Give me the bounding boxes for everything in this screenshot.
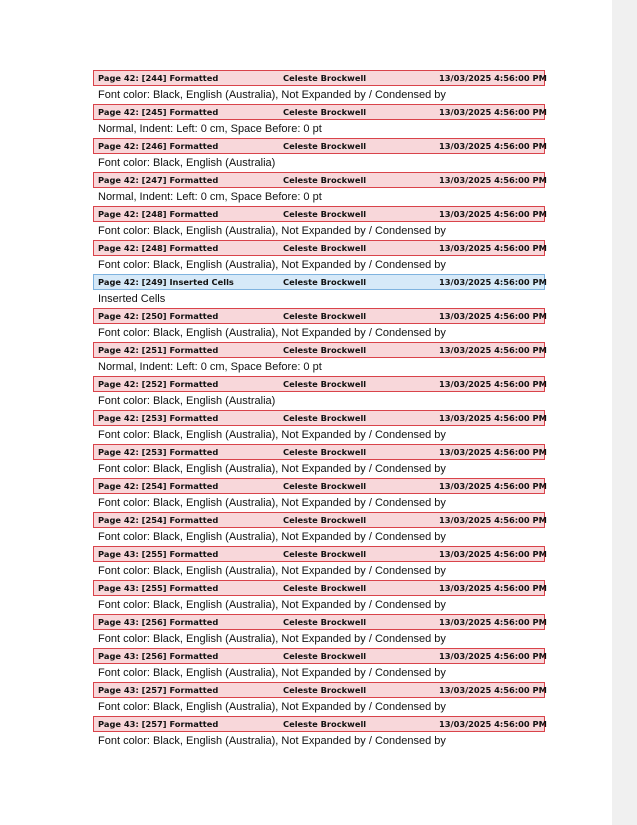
change-author: Celeste Brockwell [283, 311, 367, 321]
change-author: Celeste Brockwell [283, 209, 367, 219]
change-description: Font color: Black, English (Australia), Not Expanded by / Condensed by [98, 225, 446, 237]
change-entry [93, 682, 545, 716]
change-author: Celeste Brockwell [283, 549, 367, 559]
change-description: Font color: Black, English (Australia), Not Expanded by / Condensed by [98, 633, 446, 645]
change-location: Page 42: [251] Formatted [98, 345, 219, 355]
change-location: Page 42: [245] Formatted [98, 107, 219, 117]
change-header[interactable] [93, 308, 545, 324]
change-author: Celeste Brockwell [283, 447, 367, 457]
change-header[interactable] [93, 274, 545, 290]
change-location: Page 42: [244] Formatted [98, 73, 219, 83]
change-entry [93, 648, 545, 682]
change-author: Celeste Brockwell [283, 515, 367, 525]
change-entry [93, 716, 545, 750]
change-description: Font color: Black, English (Australia) [98, 157, 276, 169]
change-entry [93, 342, 545, 376]
change-header[interactable] [93, 648, 545, 664]
change-date: 13/03/2025 4:56:00 PM [439, 515, 547, 525]
change-author: Celeste Brockwell [283, 73, 367, 83]
change-header[interactable] [93, 580, 545, 596]
change-description: Font color: Black, English (Australia), Not Expanded by / Condensed by [98, 531, 446, 543]
change-description: Font color: Black, English (Australia), Not Expanded by / Condensed by [98, 565, 446, 577]
change-location: Page 43: [257] Formatted [98, 719, 219, 729]
change-location: Page 42: [253] Formatted [98, 447, 219, 457]
change-date: 13/03/2025 4:56:00 PM [439, 277, 547, 287]
tracked-changes-list [93, 70, 545, 750]
change-date: 13/03/2025 4:56:00 PM [439, 651, 547, 661]
change-description: Normal, Indent: Left: 0 cm, Space Before: 0 pt [98, 123, 322, 135]
change-author: Celeste Brockwell [283, 685, 367, 695]
change-date: 13/03/2025 4:56:00 PM [439, 107, 547, 117]
change-date: 13/03/2025 4:56:00 PM [439, 243, 547, 253]
vertical-scrollbar[interactable] [612, 0, 637, 825]
change-date: 13/03/2025 4:56:00 PM [439, 311, 547, 321]
change-location: Page 43: [257] Formatted [98, 685, 219, 695]
change-location: Page 43: [256] Formatted [98, 617, 219, 627]
change-location: Page 42: [248] Formatted [98, 209, 219, 219]
change-header[interactable] [93, 716, 545, 732]
change-header[interactable] [93, 240, 545, 256]
change-header[interactable] [93, 342, 545, 358]
change-description: Normal, Indent: Left: 0 cm, Space Before: 0 pt [98, 361, 322, 373]
change-header[interactable] [93, 444, 545, 460]
change-location: Page 43: [256] Formatted [98, 651, 219, 661]
change-location: Page 42: [254] Formatted [98, 515, 219, 525]
change-header[interactable] [93, 512, 545, 528]
change-date: 13/03/2025 4:56:00 PM [439, 583, 547, 593]
change-entry [93, 240, 545, 274]
change-entry [93, 478, 545, 512]
change-description: Font color: Black, English (Australia), Not Expanded by / Condensed by [98, 463, 446, 475]
change-author: Celeste Brockwell [283, 141, 367, 151]
change-entry [93, 308, 545, 342]
change-entry [93, 104, 545, 138]
change-date: 13/03/2025 4:56:00 PM [439, 379, 547, 389]
change-date: 13/03/2025 4:56:00 PM [439, 209, 547, 219]
change-entry [93, 138, 545, 172]
change-location: Page 43: [255] Formatted [98, 583, 219, 593]
change-location: Page 42: [249] Inserted Cells [98, 277, 234, 287]
change-location: Page 42: [247] Formatted [98, 175, 219, 185]
change-header[interactable] [93, 478, 545, 494]
change-description: Font color: Black, English (Australia), Not Expanded by / Condensed by [98, 327, 446, 339]
change-date: 13/03/2025 4:56:00 PM [439, 345, 547, 355]
change-author: Celeste Brockwell [283, 379, 367, 389]
change-entry [93, 70, 545, 104]
change-date: 13/03/2025 4:56:00 PM [439, 175, 547, 185]
change-header[interactable] [93, 172, 545, 188]
change-author: Celeste Brockwell [283, 719, 367, 729]
change-header[interactable] [93, 376, 545, 392]
change-date: 13/03/2025 4:56:00 PM [439, 413, 547, 423]
change-description: Font color: Black, English (Australia), Not Expanded by / Condensed by [98, 259, 446, 271]
change-author: Celeste Brockwell [283, 651, 367, 661]
change-date: 13/03/2025 4:56:00 PM [439, 73, 547, 83]
change-description: Font color: Black, English (Australia), Not Expanded by / Condensed by [98, 599, 446, 611]
change-location: Page 43: [255] Formatted [98, 549, 219, 559]
change-entry [93, 376, 545, 410]
change-author: Celeste Brockwell [283, 345, 367, 355]
change-entry [93, 444, 545, 478]
change-description: Font color: Black, English (Australia), Not Expanded by / Condensed by [98, 497, 446, 509]
change-description: Font color: Black, English (Australia), Not Expanded by / Condensed by [98, 429, 446, 441]
change-header[interactable] [93, 410, 545, 426]
change-description: Normal, Indent: Left: 0 cm, Space Before: 0 pt [98, 191, 322, 203]
change-location: Page 42: [246] Formatted [98, 141, 219, 151]
change-entry [93, 172, 545, 206]
change-author: Celeste Brockwell [283, 277, 367, 287]
change-description: Font color: Black, English (Australia), Not Expanded by / Condensed by [98, 89, 446, 101]
change-header[interactable] [93, 614, 545, 630]
change-author: Celeste Brockwell [283, 413, 367, 423]
change-header[interactable] [93, 682, 545, 698]
change-date: 13/03/2025 4:56:00 PM [439, 481, 547, 491]
change-location: Page 42: [254] Formatted [98, 481, 219, 491]
change-header[interactable] [93, 70, 545, 86]
change-entry [93, 580, 545, 614]
change-author: Celeste Brockwell [283, 617, 367, 627]
change-location: Page 42: [248] Formatted [98, 243, 219, 253]
change-header[interactable] [93, 206, 545, 222]
change-date: 13/03/2025 4:56:00 PM [439, 719, 547, 729]
change-entry [93, 614, 545, 648]
change-date: 13/03/2025 4:56:00 PM [439, 617, 547, 627]
change-description: Font color: Black, English (Australia), Not Expanded by / Condensed by [98, 735, 446, 747]
change-entry [93, 512, 545, 546]
change-date: 13/03/2025 4:56:00 PM [439, 141, 547, 151]
change-description: Font color: Black, English (Australia), Not Expanded by / Condensed by [98, 701, 446, 713]
change-author: Celeste Brockwell [283, 175, 367, 185]
change-description: Font color: Black, English (Australia), Not Expanded by / Condensed by [98, 667, 446, 679]
change-header[interactable] [93, 104, 545, 120]
change-description: Inserted Cells [98, 293, 166, 305]
change-date: 13/03/2025 4:56:00 PM [439, 685, 547, 695]
change-entry [93, 274, 545, 308]
change-header[interactable] [93, 546, 545, 562]
change-date: 13/03/2025 4:56:00 PM [439, 447, 547, 457]
change-entry [93, 546, 545, 580]
change-entry [93, 206, 545, 240]
change-location: Page 42: [253] Formatted [98, 413, 219, 423]
change-location: Page 42: [252] Formatted [98, 379, 219, 389]
change-description: Font color: Black, English (Australia) [98, 395, 276, 407]
change-date: 13/03/2025 4:56:00 PM [439, 549, 547, 559]
change-author: Celeste Brockwell [283, 583, 367, 593]
change-author: Celeste Brockwell [283, 107, 367, 117]
change-location: Page 42: [250] Formatted [98, 311, 219, 321]
change-author: Celeste Brockwell [283, 481, 367, 491]
change-author: Celeste Brockwell [283, 243, 367, 253]
change-header[interactable] [93, 138, 545, 154]
change-entry [93, 410, 545, 444]
